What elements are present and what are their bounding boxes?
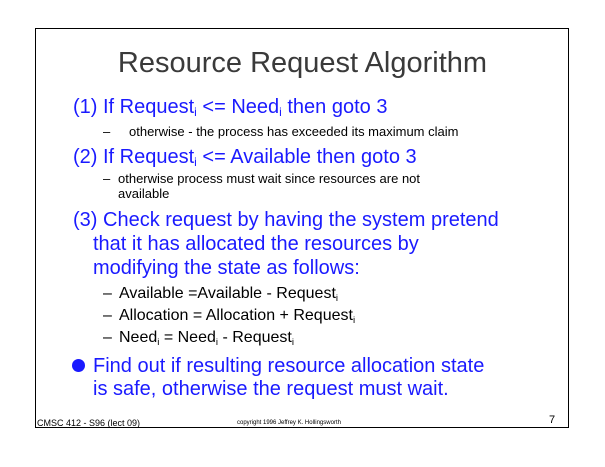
page-number: 7 xyxy=(549,414,556,426)
step-3-item-1-sub: i xyxy=(335,293,339,304)
step-2-note-dash: – xyxy=(103,171,111,186)
step-1-mid: <= Need xyxy=(196,96,280,118)
step-1-post: then goto 3 xyxy=(281,96,388,118)
step-3-item-3-post: - Request xyxy=(218,329,292,346)
step-2-pre: (2) If Request xyxy=(73,146,195,168)
step-1-note-dash: – xyxy=(103,124,111,139)
slide-title: Resource Request Algorithm xyxy=(117,47,488,79)
step-3-item-3-sub-1: i xyxy=(157,337,160,348)
step-2-post: <= Available then goto 3 xyxy=(196,146,417,168)
step-3-item-2 xyxy=(103,307,355,325)
footer-copyright: copyright 1996 Jeffrey K. Hollingsworth xyxy=(237,420,341,426)
step-3-item-1 xyxy=(103,285,338,303)
step-3-line-2: that it has allocated the resources by xyxy=(93,233,419,255)
step-1-pre: (1) If Request xyxy=(73,96,195,118)
step-1-sub-2: i xyxy=(279,105,282,119)
step-3-item-3-sub-2: i xyxy=(215,337,219,348)
step-1-note-text: otherwise - the process has exceeded its maximum claim xyxy=(129,124,459,139)
step-3-item-2-dash: – xyxy=(103,307,112,324)
step-3-line-3: modifying the state as follows: xyxy=(93,257,360,279)
footer-course: CMSC 412 - S96 (lect 09) xyxy=(37,418,141,428)
step-3-item-3-sub-3: i xyxy=(291,337,294,348)
step-2-note xyxy=(103,171,420,186)
bullet-dot-icon xyxy=(72,359,85,372)
step-1 xyxy=(73,96,387,118)
step-3-item-1-dash: – xyxy=(103,285,112,302)
step-2-note-line-2: available xyxy=(118,186,170,201)
step-3-item-2-sub: i xyxy=(352,315,356,326)
step-2 xyxy=(73,146,417,168)
step-3-item-3 xyxy=(103,329,294,347)
step-2-note-line-1: otherwise process must wait since resources are not xyxy=(118,171,421,186)
step-3-item-3-pre: Need xyxy=(119,329,158,346)
step-3-item-3-mid: = Need xyxy=(159,329,216,346)
final-line-1: Find out if resulting resource allocation state xyxy=(93,355,485,377)
step-1-sub-1: i xyxy=(194,105,197,119)
step-3-line-1: (3) Check request by having the system pretend xyxy=(73,209,499,231)
final-line-2: is safe, otherwise the request must wait. xyxy=(93,378,449,400)
step-2-sub-1: i xyxy=(194,155,197,169)
step-3-item-1-text: Available =Available - Request xyxy=(119,285,336,302)
step-1-note xyxy=(103,124,458,139)
step-3-item-2-text: Allocation = Allocation + Request xyxy=(119,307,353,324)
step-3-item-3-dash: – xyxy=(103,329,112,346)
